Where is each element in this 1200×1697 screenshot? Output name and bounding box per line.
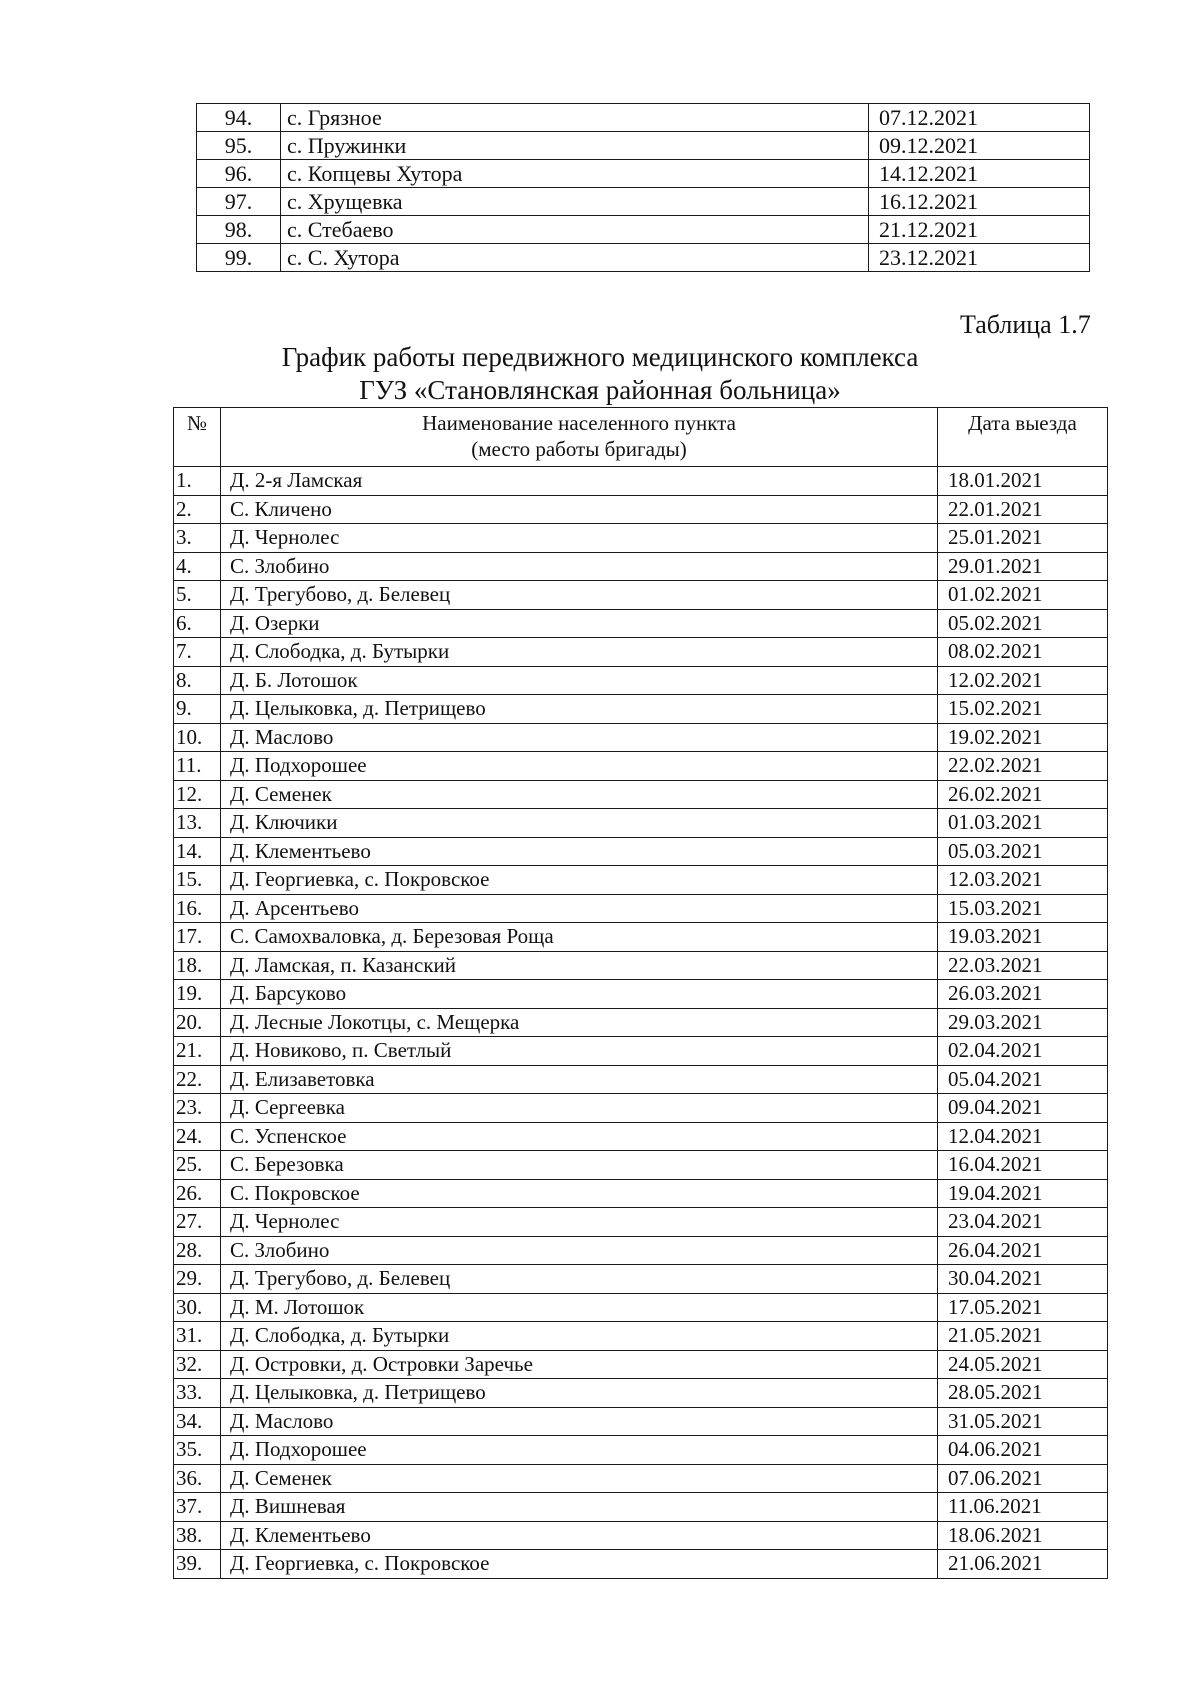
table-row [174,837,1108,866]
settlement-name-cell: Д. Вишневая [221,1493,938,1522]
departure-date-cell: 18.06.2021 [938,1521,1108,1550]
table-title-line-1: График работы передвижного медицинского комплекса [281,342,919,372]
table-row [174,866,1108,895]
settlement-name-cell: Д. Барсуково [221,980,938,1009]
settlement-name-cell: Д. Целыковка, д. Петрищево [221,1379,938,1408]
settlement-name-cell: С. Березовка [221,1151,938,1180]
settlement-name-cell: С. Кличено [221,495,938,524]
departure-date-cell: 31.05.2021 [938,1407,1108,1436]
table-row [174,1008,1108,1037]
settlement-name-cell: с. Стебаево [281,216,869,244]
table-row [174,809,1108,838]
table-row [174,1550,1108,1579]
settlement-name-cell: Д. Чернолес [221,1208,938,1237]
settlement-name-cell: с. Хрущевка [281,188,869,216]
row-number-cell: 29. [174,1265,221,1294]
settlement-name-cell: с. Пружинки [281,132,869,160]
row-number-cell: 30. [174,1293,221,1322]
table-row [197,216,1090,244]
table-row [197,132,1090,160]
table-row [174,780,1108,809]
table-row [174,1208,1108,1237]
table-row [174,1379,1108,1408]
row-number-cell: 3. [174,524,221,553]
departure-date-cell: 22.01.2021 [938,495,1108,524]
settlement-name-cell: Д. Подхорошее [221,752,938,781]
table-row [174,1179,1108,1208]
settlement-name-cell: Д. Подхорошее [221,1436,938,1465]
table-row [174,1265,1108,1294]
row-number-cell: 36. [174,1464,221,1493]
header-departure-date: Дата выезда [938,408,1108,467]
table-row [174,552,1108,581]
departure-date-cell: 11.06.2021 [938,1493,1108,1522]
settlement-name-cell: Д. Сергеевка [221,1094,938,1123]
table-row [197,104,1090,132]
table-row [174,894,1108,923]
departure-date-cell: 12.02.2021 [938,666,1108,695]
departure-date-cell: 05.02.2021 [938,609,1108,638]
departure-date-cell: 21.06.2021 [938,1550,1108,1579]
departure-date-cell: 19.02.2021 [938,723,1108,752]
settlement-name-cell: Д. Георгиевка, с. Покровское [221,1550,938,1579]
table-row [174,1464,1108,1493]
row-number-cell: 4. [174,552,221,581]
row-number-cell: 95. [197,132,281,160]
row-number-cell: 99. [197,244,281,272]
departure-date-cell: 15.02.2021 [938,695,1108,724]
table-row [174,752,1108,781]
row-number-cell: 26. [174,1179,221,1208]
table-header-row [174,408,1108,467]
settlement-name-cell: Д. Озерки [221,609,938,638]
departure-date-cell: 07.12.2021 [869,104,1090,132]
departure-date-cell: 23.04.2021 [938,1208,1108,1237]
settlement-name-cell: С. Самохваловка, д. Березовая Роща [221,923,938,952]
row-number-cell: 97. [197,188,281,216]
settlement-name-cell: Д. Слободка, д. Бутырки [221,1322,938,1351]
row-number-cell: 2. [174,495,221,524]
settlement-name-cell: Д. Георгиевка, с. Покровское [221,866,938,895]
table-row [174,524,1108,553]
row-number-cell: 8. [174,666,221,695]
row-number-cell: 35. [174,1436,221,1465]
table-row [174,1122,1108,1151]
table-row [174,1293,1108,1322]
table-row [174,951,1108,980]
table-row [197,188,1090,216]
departure-date-cell: 12.03.2021 [938,866,1108,895]
row-number-cell: 16. [174,894,221,923]
table-row [174,923,1108,952]
header-settlement-name [221,408,938,467]
row-number-cell: 32. [174,1350,221,1379]
row-number-cell: 13. [174,809,221,838]
header-number: № [174,408,221,467]
departure-date-cell: 19.03.2021 [938,923,1108,952]
settlement-name-cell: с. Грязное [281,104,869,132]
table-row [174,1436,1108,1465]
row-number-cell: 33. [174,1379,221,1408]
table-row [174,1350,1108,1379]
row-number-cell: 11. [174,752,221,781]
table-row [174,1521,1108,1550]
settlement-name-cell: Д. Трегубово, д. Белевец [221,581,938,610]
settlement-name-cell: Д. Семенек [221,780,938,809]
settlement-name-cell: Д. М. Лотошок [221,1293,938,1322]
table-row [174,1065,1108,1094]
settlement-name-cell: Д. Арсентьево [221,894,938,923]
settlement-name-cell: Д. Островки, д. Островки Заречье [221,1350,938,1379]
table-row [197,244,1090,272]
departure-date-cell: 02.04.2021 [938,1037,1108,1066]
departure-date-cell: 17.05.2021 [938,1293,1108,1322]
row-number-cell: 6. [174,609,221,638]
row-number-cell: 22. [174,1065,221,1094]
row-number-cell: 19. [174,980,221,1009]
settlement-name-cell: Д. Чернолес [221,524,938,553]
departure-date-cell: 19.04.2021 [938,1179,1108,1208]
table-row [174,467,1108,496]
row-number-cell: 94. [197,104,281,132]
continued-schedule-table [196,103,1090,272]
table-row [197,160,1090,188]
departure-date-cell: 26.02.2021 [938,780,1108,809]
settlement-name-cell: с. С. Хутора [281,244,869,272]
row-number-cell: 96. [197,160,281,188]
settlement-name-cell: Д. Б. Лотошок [221,666,938,695]
settlement-name-cell: Д. Клементьево [221,1521,938,1550]
settlement-name-cell: Д. Клементьево [221,837,938,866]
row-number-cell: 1. [174,467,221,496]
departure-date-cell: 16.04.2021 [938,1151,1108,1180]
table-row [174,1151,1108,1180]
departure-date-cell: 18.01.2021 [938,467,1108,496]
settlement-name-cell: Д. Новиково, п. Светлый [221,1037,938,1066]
table-row [174,1493,1108,1522]
table-row [174,1407,1108,1436]
row-number-cell: 23. [174,1094,221,1123]
departure-date-cell: 14.12.2021 [869,160,1090,188]
settlement-name-cell: Д. Трегубово, д. Белевец [221,1265,938,1294]
departure-date-cell: 12.04.2021 [938,1122,1108,1151]
departure-date-cell: 09.04.2021 [938,1094,1108,1123]
row-number-cell: 12. [174,780,221,809]
header-settlement-name-line-1: Наименование населенного пункта [422,411,736,435]
row-number-cell: 15. [174,866,221,895]
row-number-cell: 98. [197,216,281,244]
table-row [174,666,1108,695]
row-number-cell: 18. [174,951,221,980]
table-row [174,695,1108,724]
settlement-name-cell: Д. Ламская, п. Казанский [221,951,938,980]
table-row [174,1094,1108,1123]
departure-date-cell: 22.02.2021 [938,752,1108,781]
table-row [174,1236,1108,1265]
table-row [174,1322,1108,1351]
table-row [174,638,1108,667]
settlement-name-cell: Д. Елизаветовка [221,1065,938,1094]
table-row [174,723,1108,752]
departure-date-cell: 05.04.2021 [938,1065,1108,1094]
settlement-name-cell: Д. Лесные Локотцы, с. Мещерка [221,1008,938,1037]
departure-date-cell: 01.03.2021 [938,809,1108,838]
table-number-label: Таблица 1.7 [960,310,1091,339]
settlement-name-cell: Д. Ключики [221,809,938,838]
table-row [174,495,1108,524]
departure-date-cell: 28.05.2021 [938,1379,1108,1408]
departure-date-cell: 24.05.2021 [938,1350,1108,1379]
departure-date-cell: 01.02.2021 [938,581,1108,610]
departure-date-cell: 08.02.2021 [938,638,1108,667]
settlement-name-cell: Д. Слободка, д. Бутырки [221,638,938,667]
table-row [174,1037,1108,1066]
row-number-cell: 25. [174,1151,221,1180]
row-number-cell: 9. [174,695,221,724]
row-number-cell: 34. [174,1407,221,1436]
departure-date-cell: 09.12.2021 [869,132,1090,160]
settlement-name-cell: Д. Маслово [221,1407,938,1436]
departure-date-cell: 22.03.2021 [938,951,1108,980]
row-number-cell: 5. [174,581,221,610]
departure-date-cell: 15.03.2021 [938,894,1108,923]
settlement-name-cell: Д. Семенек [221,1464,938,1493]
departure-date-cell: 05.03.2021 [938,837,1108,866]
row-number-cell: 39. [174,1550,221,1579]
departure-date-cell: 21.05.2021 [938,1322,1108,1351]
row-number-cell: 38. [174,1521,221,1550]
row-number-cell: 37. [174,1493,221,1522]
table-title-line-2: ГУЗ «Становлянская районная больница» [359,375,841,405]
settlement-name-cell: С. Успенское [221,1122,938,1151]
settlement-name-cell: С. Злобино [221,552,938,581]
departure-date-cell: 04.06.2021 [938,1436,1108,1465]
settlement-name-cell: Д. Целыковка, д. Петрищево [221,695,938,724]
departure-date-cell: 16.12.2021 [869,188,1090,216]
row-number-cell: 21. [174,1037,221,1066]
row-number-cell: 28. [174,1236,221,1265]
departure-date-cell: 29.03.2021 [938,1008,1108,1037]
departure-date-cell: 07.06.2021 [938,1464,1108,1493]
row-number-cell: 10. [174,723,221,752]
row-number-cell: 31. [174,1322,221,1351]
table-row [174,980,1108,1009]
departure-date-cell: 26.04.2021 [938,1236,1108,1265]
row-number-cell: 14. [174,837,221,866]
row-number-cell: 27. [174,1208,221,1237]
settlement-name-cell: С. Покровское [221,1179,938,1208]
departure-date-cell: 23.12.2021 [869,244,1090,272]
row-number-cell: 7. [174,638,221,667]
departure-date-cell: 26.03.2021 [938,980,1108,1009]
row-number-cell: 20. [174,1008,221,1037]
row-number-cell: 24. [174,1122,221,1151]
settlement-name-cell: Д. 2-я Ламская [221,467,938,496]
row-number-cell: 17. [174,923,221,952]
settlement-name-cell: с. Копцевы Хутора [281,160,869,188]
header-settlement-name-line-2: (место работы бригады) [471,437,687,461]
departure-date-cell: 30.04.2021 [938,1265,1108,1294]
departure-date-cell: 25.01.2021 [938,524,1108,553]
mobile-medical-complex-schedule-table [173,407,1108,1579]
settlement-name-cell: С. Злобино [221,1236,938,1265]
departure-date-cell: 21.12.2021 [869,216,1090,244]
table-row [174,581,1108,610]
departure-date-cell: 29.01.2021 [938,552,1108,581]
settlement-name-cell: Д. Маслово [221,723,938,752]
table-row [174,609,1108,638]
